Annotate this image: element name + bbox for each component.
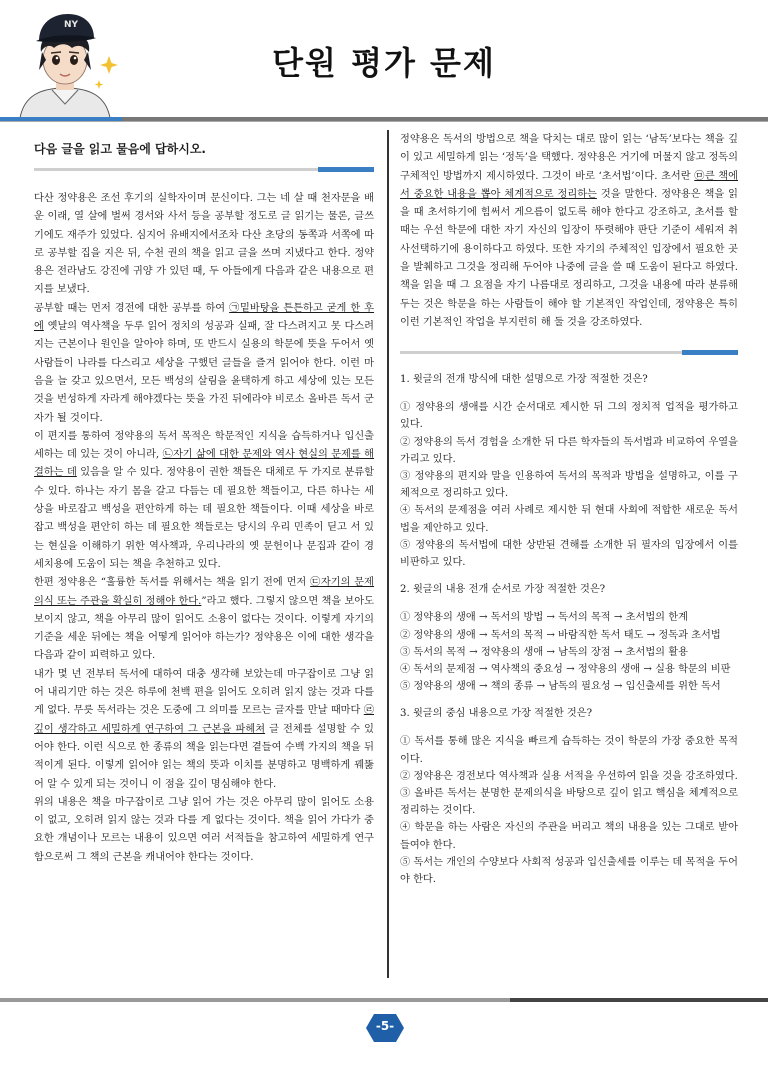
passage-text: 공부할 때는 먼저 경전에 대한 공부를 하여 <box>34 302 230 314</box>
passage-text: 다산 정약용은 조선 후기의 실학자이며 문신이다. 그는 네 살 때 천자문을 배운 이래, 열 살에 벌써 경서와 사서 등을 공부할 정도로 글 읽기는 물론, 글쓰기에도 재주가 있었다. 심지어 유배지에서조차 다산 초당의 동쪽과 서쪽에 따로 공부할 집을 지은 뒤, 수천 권의 책을 읽고 글을 쓰며 지냈다고 한다. 정약용은 전라남도 강진에 귀양 가 있던 때, 두 아들에게 다음과 같은 내용으로 편지를 보냈다. <box>34 193 374 296</box>
underlined-phrase: ㉣깊이 생각하고 세밀하게 연구하여 그 근본을 파헤쳐 <box>34 705 374 735</box>
answer-option[interactable]: ④ 학문을 하는 사람은 자신의 주관을 버리고 책의 내용을 있는 그대로 받아들여야 한다. <box>400 822 738 851</box>
reading-passage-continued <box>400 131 738 332</box>
passage-text: 정약용은 독서의 방법으로 책을 닥치는 대로 많이 읽는 ‘남독’보다는 책을 깊이 있고 세밀하게 읽는 ‘정독’을 택했다. 정약용은 거기에 머물지 않고 정독의 구체적인 방법까지 제시하였다. 그것이 바로 ‘초서법’이다. 초서란 <box>400 134 738 182</box>
answer-option[interactable]: ④ 독서의 문제점 → 역사책의 중요성 → 정약용의 생애 → 실용 학문의 비판 <box>400 663 731 675</box>
passage-paragraph <box>34 666 374 794</box>
answer-option[interactable]: ③ 독서의 목적 → 정약용의 생애 → 남독의 장점 → 초서법의 활용 <box>400 646 688 658</box>
passage-text: 옛날의 역사책을 두루 읽어 정치의 성공과 실패, 잘 다스려지고 못 다스려지는 근본이나 원인을 알아야 하며, 또 반드시 실용의 학문에 뜻을 두어서 옛사람들이 나라를 다스리고 세상을 구했던 글들을 즐겨 읽어야 한다. 이런 마음을 늘 갖고 있으면서, 모든 백성의 살림을 윤택하게 하고 세상에 있는 모든 것을 번성하게 자라게 해야겠다는 뜻을 가진 뒤에라야 비로소 올바른 독서 군자가 될 것이다. <box>34 321 374 424</box>
question-3 <box>400 705 738 888</box>
reading-passage <box>34 190 374 867</box>
underlined-phrase: ㉡자기 삶에 대한 문제와 역사 현실의 문제를 해결하는 데 <box>34 449 374 479</box>
passage-paragraph <box>400 131 738 332</box>
answer-option[interactable]: ② 정약용의 독서 경험을 소개한 뒤 다른 학자들의 독서법과 비교하여 우열을 가리고 있다. <box>400 436 738 465</box>
section-separator <box>34 167 374 172</box>
passage-text: 것을 말한다. 정약용은 책을 읽을 때 초서하기에 힘써서 게으름이 없도록 해야 한다고 강조하고, 초서를 할 때는 우선 학문에 대한 자기 자신의 입장이 뚜렷해야 판단 기준이 세워져 취사선택하기에 용이하다고 하였다. 또한 자기의 주체적인 입장에서 필요한 곳을 발췌하고 그것을 정리해 두어야 나중에 글을 쓸 때 도움이 된다고 하였다. 책을 읽을 때 그 요점을 자기 나름대로 정리하고, 그것을 내용에 따라 분류해 두는 것은 학문을 하는 사람들이 해야 할 기본적인 작업인데, 정약용은 특히 이런 기본적인 작업을 부지런히 해 둘 것을 강조하였다. <box>400 188 738 328</box>
answer-option[interactable]: ③ 정약용의 편지와 말을 인용하여 독서의 목적과 방법을 설명하고, 이를 구체적으로 정리하고 있다. <box>400 471 738 500</box>
answer-option[interactable]: ④ 독서의 문제점을 여러 사례로 제시한 뒤 현대 사회에 적합한 새로운 독서법을 제안하고 있다. <box>400 505 738 534</box>
question-list <box>400 371 738 888</box>
underlined-phrase: ㉤큰 책에서 중요한 내용을 뽑아 체계적으로 정리하는 <box>400 170 738 200</box>
column-divider <box>387 130 389 978</box>
passage-paragraph <box>34 190 374 300</box>
answer-option[interactable]: ① 정약용의 생애를 시간 순서대로 제시한 뒤 그의 정치적 업적을 평가하고 있다. <box>400 402 738 431</box>
section-separator <box>400 350 738 355</box>
passage-text: 이 편지를 통하여 정약용의 독서 목적은 학문적인 지식을 습득하거나 입신출세하는 데 있는 것이 아니라, <box>34 430 374 461</box>
passage-text: 글 전체를 설명할 수 있어야 한다. 이런 식으로 한 종류의 책을 읽는다면 곁들여 수백 가지의 책을 뒤적이게 된다. 이렇게 읽어야 읽는 책의 뜻과 이치를 분명하고 명백하게 꿰뚫어 알 수 있게 되는 것이니 이 점을 깊이 명심해야 한다. <box>34 723 374 790</box>
header-rule-thin <box>0 121 768 122</box>
underlined-phrase: ㉢자기의 문제의식 또는 주관을 확실히 정해야 한다. <box>34 577 374 607</box>
passage-paragraph <box>34 794 374 867</box>
left-column <box>34 140 374 867</box>
answer-option[interactable]: ⑤ 정약용의 독서법에 대한 상반된 견해를 소개한 뒤 필자의 입장에서 이를 비판하고 있다. <box>400 539 738 569</box>
question-2 <box>400 581 738 695</box>
passage-text: 한편 정약용은 “훌륭한 독서를 위해서는 책을 읽기 전에 먼저 <box>34 577 311 589</box>
answer-option[interactable]: ① 독서를 통해 많은 지식을 빠르게 습득하는 것이 학문의 가장 중요한 목적이다. <box>400 736 738 765</box>
cap-logo: NY <box>64 20 79 30</box>
passage-text: 있음을 알 수 있다. 정약용이 권한 책들은 대체로 두 가지로 분류할 수 있다. 하나는 자기 몸을 갈고 다듬는 데 필요한 책들이고, 다른 하나는 세상을 바로잡고 백성을 편안하게 하는 데 필요한 책들이다. 이때 세상을 바로잡고 백성을 편안히 하는 데 필요한 책들로는 당시의 우리 민족이 딛고 서 있는 현실을 이해하기 위한 역사책과, 우리나라의 옛 문헌이나 문집과 같이 경세치용에 도움이 되는 책을 추천하고 있다. <box>34 467 374 570</box>
page-title: 단원 평가 문제 <box>272 44 496 82</box>
right-column <box>400 131 738 898</box>
passage-text: 내가 몇 년 전부터 독서에 대하여 대충 생각해 보았는데 마구잡이로 그냥 읽어 내리기만 하는 것은 하루에 천백 편을 읽어도 오히려 읽지 않는 것과 다를 게 없다. 무릇 독서라는 것은 도중에 그 의미를 모르는 글자를 만날 때마다 <box>34 668 374 717</box>
footer-rule-dark <box>510 998 768 1002</box>
instruction: 다음 글을 읽고 물음에 답하시오. <box>34 142 206 156</box>
question-stem: 2. 윗글의 내용 전개 순서로 가장 적절한 것은? <box>400 584 606 596</box>
page-number-badge <box>366 1014 404 1042</box>
question-stem: 3. 윗글의 중심 내용으로 가장 적절한 것은? <box>400 708 593 720</box>
answer-option[interactable]: ⑤ 정약용의 생애 → 책의 종류 → 남독의 필요성 → 입신출세를 위한 독서 <box>400 681 721 693</box>
answer-option[interactable]: ③ 올바른 독서는 분명한 문제의식을 바탕으로 깊이 읽고 핵심을 체계적으로 정리하는 것이다. <box>400 787 738 817</box>
passage-paragraph <box>34 428 374 574</box>
passage-paragraph <box>34 574 374 665</box>
page-number: -5- <box>375 1019 395 1033</box>
passage-paragraph <box>34 300 374 428</box>
underlined-phrase: ㉠밑바탕을 튼튼하고 굳게 한 후에 <box>34 302 375 333</box>
passage-text: 위의 내용은 책을 마구잡이로 그냥 읽어 가는 것은 아무리 많이 읽어도 소용이 없고, 오히려 읽지 않는 것과 다를 게 없다는 것이다. 책을 읽어 가다가 중요한 개념이나 모르는 내용이 있으면 여러 서적들을 참고하여 세밀하게 연구함으로써 그 책의 근본을 캐내어야 한다는 것이다. <box>34 796 374 863</box>
answer-option[interactable]: ⑤ 독서는 개인의 수양보다 사회적 성공과 입신출세를 이루는 데 목적을 두어야 한다. <box>400 856 738 885</box>
answer-option[interactable]: ② 정약용의 생애 → 독서의 목적 → 바람직한 독서 태도 → 정독과 초서법 <box>400 629 721 641</box>
question-stem: 1. 윗글의 전개 방식에 대한 설명으로 가장 적절한 것은? <box>400 374 648 386</box>
answer-option[interactable]: ① 정약용의 생애 → 독서의 방법 → 독서의 목적 → 초서법의 한계 <box>400 612 688 624</box>
question-1 <box>400 371 738 571</box>
passage-text: ”라고 했다. 그렇지 않으면 책을 보아도 보이지 않고, 책을 아무리 많이 읽어도 소용이 없다는 것이다. 이렇게 자기의 기준을 세운 뒤에는 책을 어떻게 읽어야 하는가? 정약용은 이에 대한 생각을 다음과 같이 피력하고 있다. <box>34 595 374 662</box>
answer-option[interactable]: ② 정약용은 경전보다 역사책과 실용 서적을 우선하여 읽을 것을 강조하였다. <box>400 770 738 782</box>
footer-rule <box>0 998 510 1002</box>
